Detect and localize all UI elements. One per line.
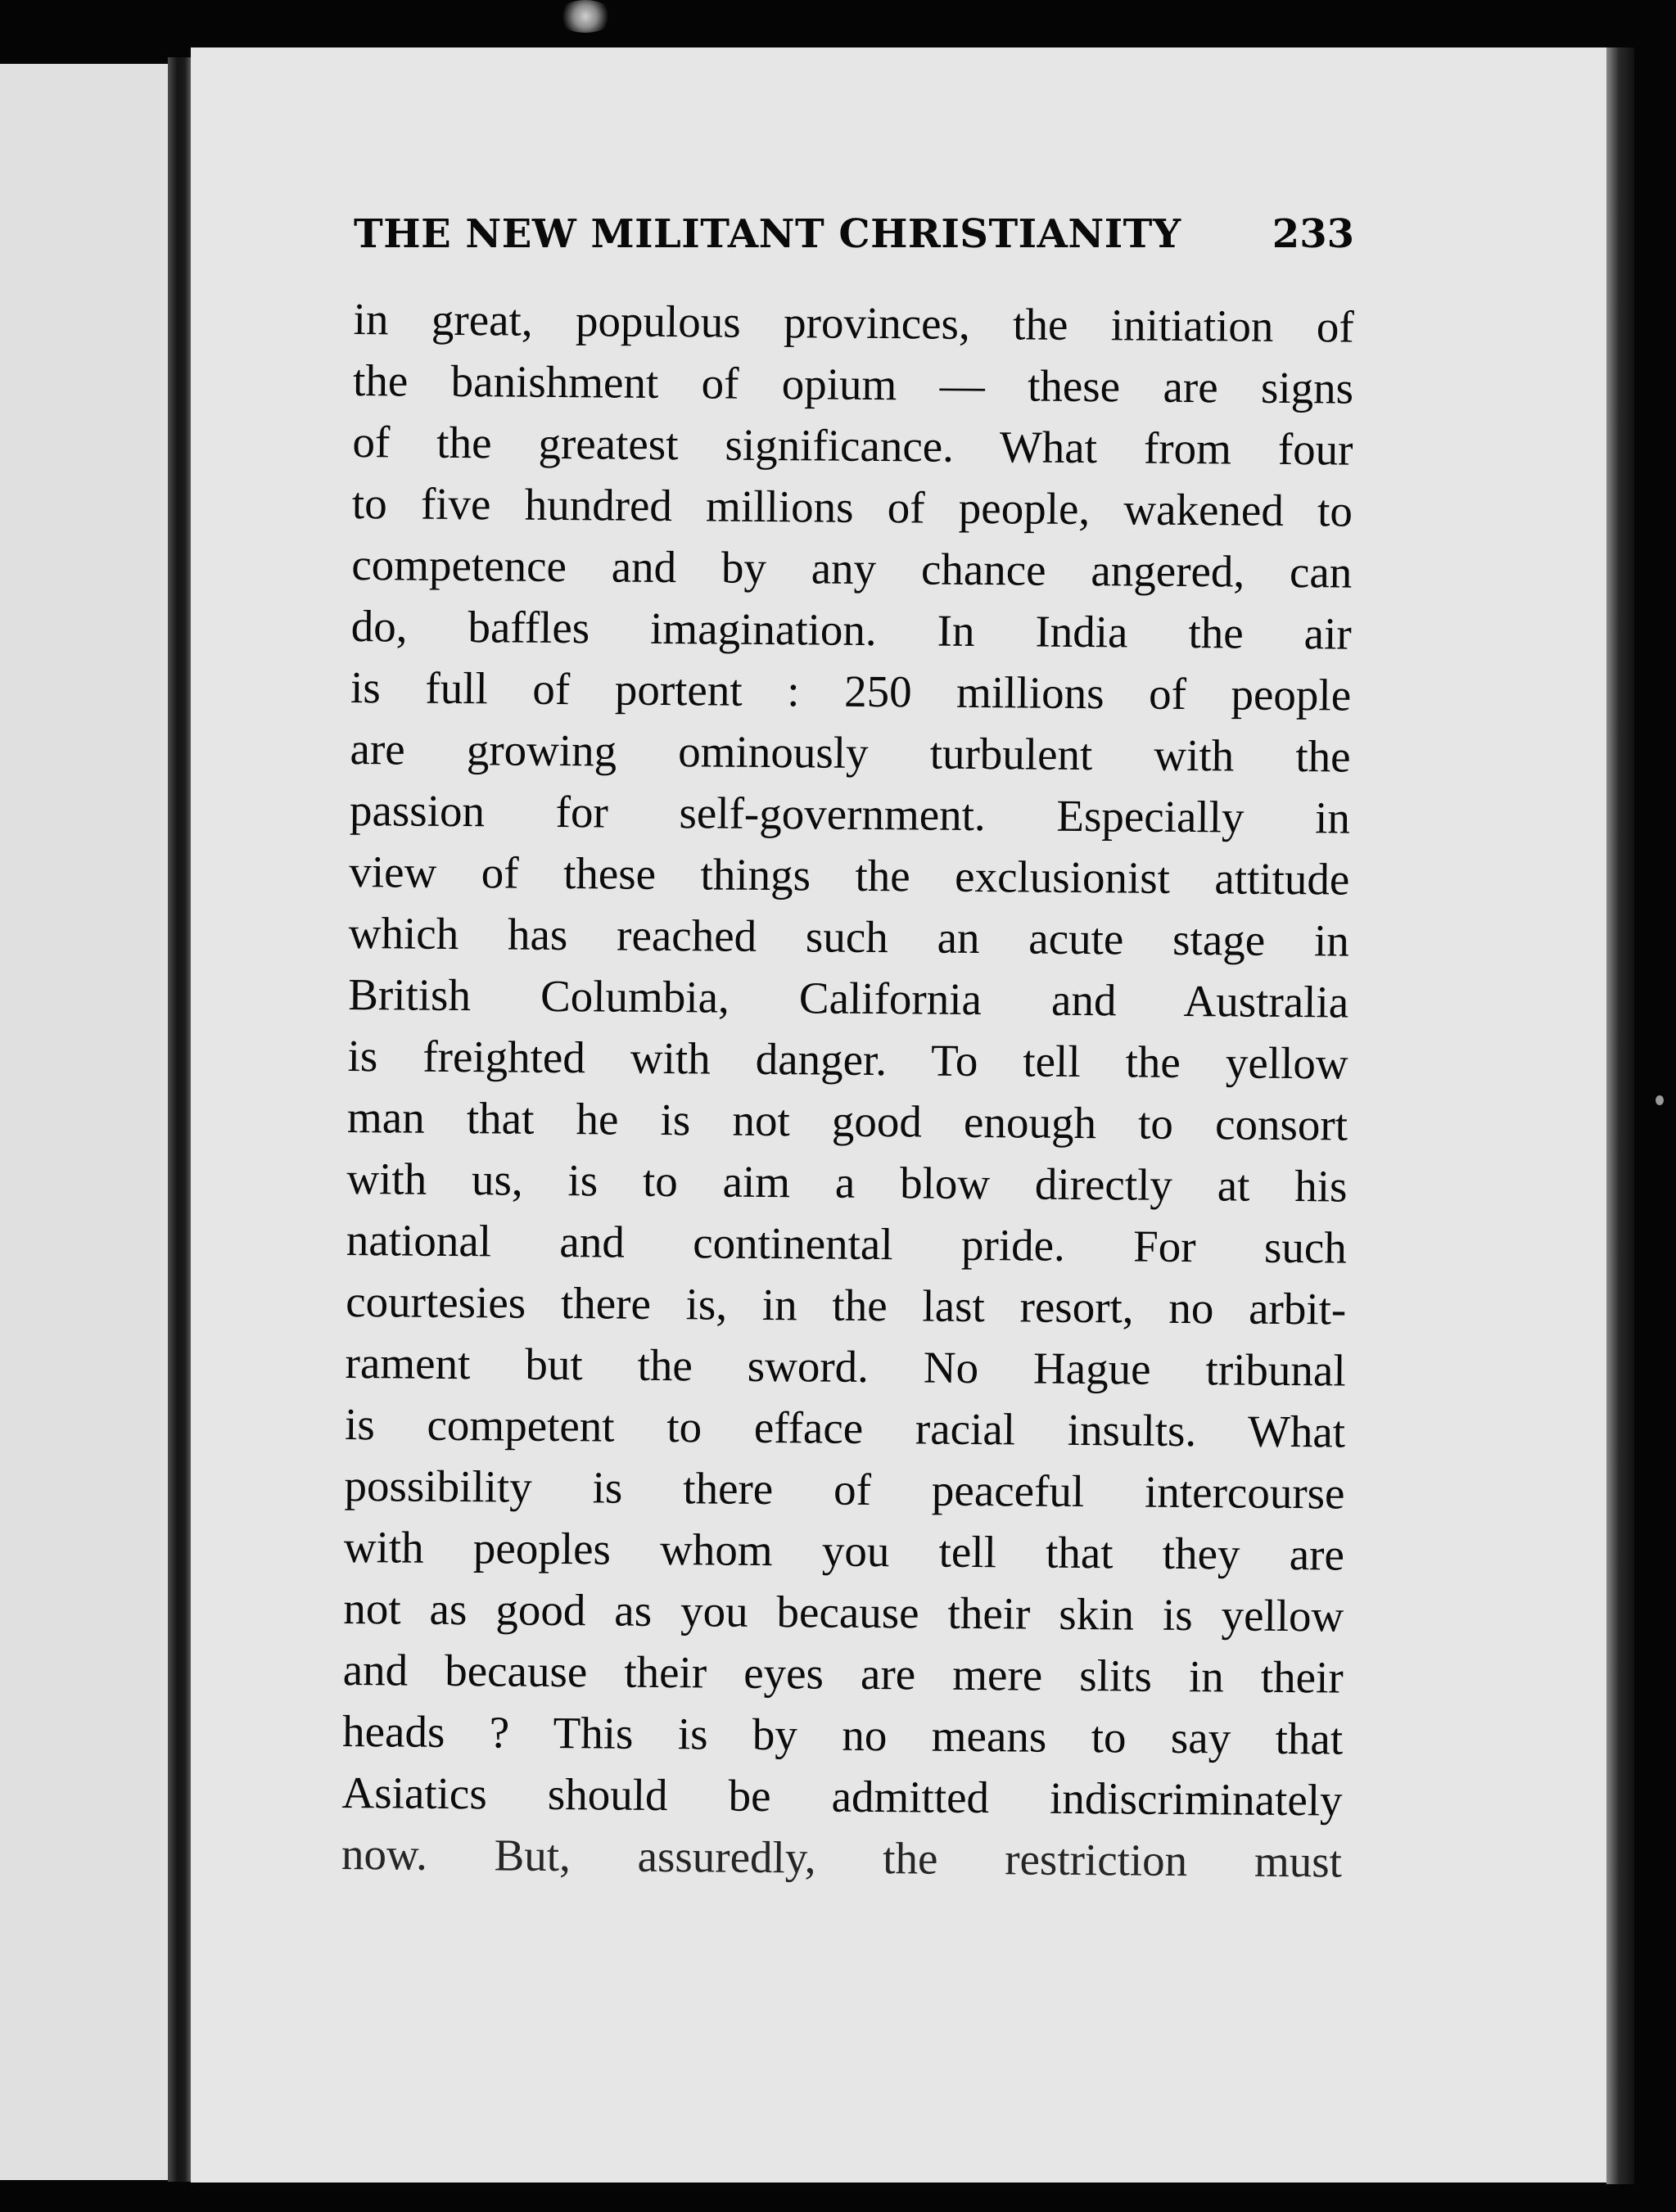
text-line: now. But, assuredly, the restriction must [341, 1828, 1343, 1887]
text-line: competence and by any chance angered, can [351, 539, 1353, 598]
text-line: not as good as you because their skin is yellow [343, 1582, 1344, 1641]
text-line: with peoples whom you tell that they are [343, 1521, 1345, 1580]
scan-speck [557, 0, 614, 33]
text-line: British Columbia, California and Australia [347, 968, 1349, 1027]
text-line: passion for self-government. Especially in [349, 784, 1351, 843]
text-line: is competent to efface racial insults. What [344, 1398, 1346, 1457]
text-line: and because their eyes are mere slits in their [342, 1644, 1344, 1703]
scan-speck-small [1656, 1095, 1664, 1105]
text-line: in great, populous provinces, the initiation of [353, 293, 1354, 352]
text-line: Asiatics should be admitted indiscriminately [341, 1767, 1343, 1826]
text-line: to five hundred millions of people, wakened to [351, 477, 1353, 536]
text-line: heads ? This is by no means to say that [341, 1705, 1344, 1764]
text-line: of the greatest significance. What from four [352, 416, 1353, 475]
running-head-title: THE NEW MILITANT CHRISTIANITY [354, 211, 1181, 257]
text-line: rament but the sword. No Hague tribunal [345, 1337, 1346, 1396]
text-line: are growing ominously turbulent with the [350, 723, 1351, 782]
text-line: the banishment of opium — these are signs [352, 354, 1354, 413]
text-line: do, baffles imagination. In India the air [350, 600, 1352, 659]
book-gutter [168, 57, 192, 2182]
text-line: man that he is not good enough to consort [346, 1091, 1348, 1150]
text-line: with us, is to aim a blow directly at his [346, 1153, 1348, 1212]
page-edge-shadow [1606, 47, 1634, 2184]
text-line: is full of portent : 250 millions of people [350, 661, 1352, 720]
text-line: national and continental pride. For such [346, 1214, 1348, 1273]
body-text [341, 288, 1354, 1893]
page-number: 233 [1272, 211, 1354, 257]
text-line: view of these things the exclusionist attitude [349, 846, 1350, 905]
text-line: possibility is there of peaceful intercourse [344, 1460, 1345, 1519]
text-line: which has reached such an acute stage in [348, 907, 1350, 966]
text-line: is freighted with danger. To tell the yellow [347, 1030, 1348, 1089]
running-head [354, 211, 1354, 269]
text-line: courtesies there is, in the last resort, no arbit- [346, 1275, 1347, 1334]
left-facing-page [0, 64, 168, 2180]
